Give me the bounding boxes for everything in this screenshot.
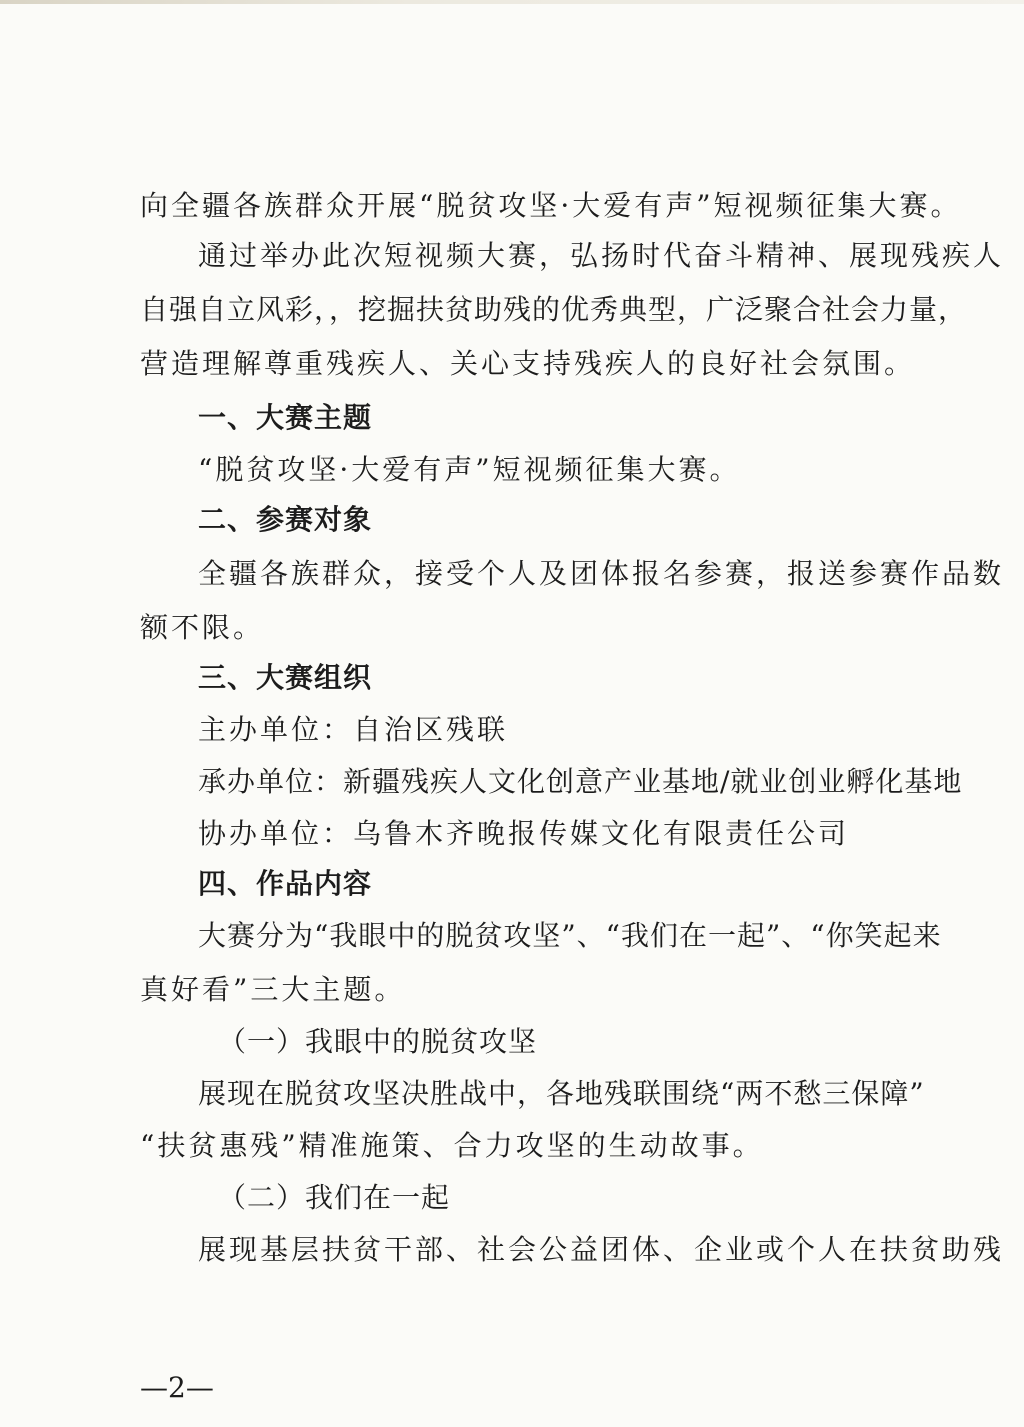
body-line: 自强自立风彩，，挖掘扶贫助残的优秀典型，广泛聚合社会力量， <box>140 293 968 326</box>
body-line: 承办单位：新疆残疾人文化创意产业基地/就业创业孵化基地 <box>198 765 963 798</box>
body-line: 展现在脱贫攻坚决胜战中，各地残联围绕“两不愁三保障” <box>198 1077 925 1110</box>
body-line: 协办单位：乌鲁木齐晚报传媒文化有限责任公司 <box>198 817 850 850</box>
section-heading-organization: 三、大赛组织 <box>198 661 373 694</box>
page-number: —2— <box>140 1371 214 1404</box>
body-line: 全疆各族群众，接受个人及团体报名参赛，报送参赛作品数 <box>198 557 1005 590</box>
section-heading-participants: 二、参赛对象 <box>198 503 373 536</box>
body-line: 展现基层扶贫干部、社会公益团体、企业或个人在扶贫助残 <box>198 1233 1005 1266</box>
subsection-heading: （一）我眼中的脱贫攻坚 <box>218 1025 538 1058</box>
body-line: 大赛分为“我眼中的脱贫攻坚”、“我们在一起”、“你笑起来 <box>198 919 942 952</box>
subsection-heading: （二）我们在一起 <box>218 1181 451 1214</box>
body-line: 营造理解尊重残疾人、关心支持残疾人的良好社会氛围。 <box>140 347 916 380</box>
body-line: “脱贫攻坚·大爱有声”短视频征集大赛。 <box>198 453 741 486</box>
body-line: “扶贫惠残”精准施策、合力攻坚的生动故事。 <box>140 1129 764 1162</box>
body-line: 额不限。 <box>140 611 265 644</box>
body-line: 通过举办此次短视频大赛，弘扬时代奋斗精神、展现残疾人 <box>198 239 1005 272</box>
body-line: 向全疆各族群众开展“脱贫攻坚·大爱有声”短视频征集大赛。 <box>140 189 962 222</box>
body-line: 主办单位：自治区残联 <box>198 713 509 746</box>
body-line: 真好看”三大主题。 <box>140 973 406 1006</box>
section-heading-content: 四、作品内容 <box>198 867 373 900</box>
section-heading-theme: 一、大赛主题 <box>198 401 373 434</box>
